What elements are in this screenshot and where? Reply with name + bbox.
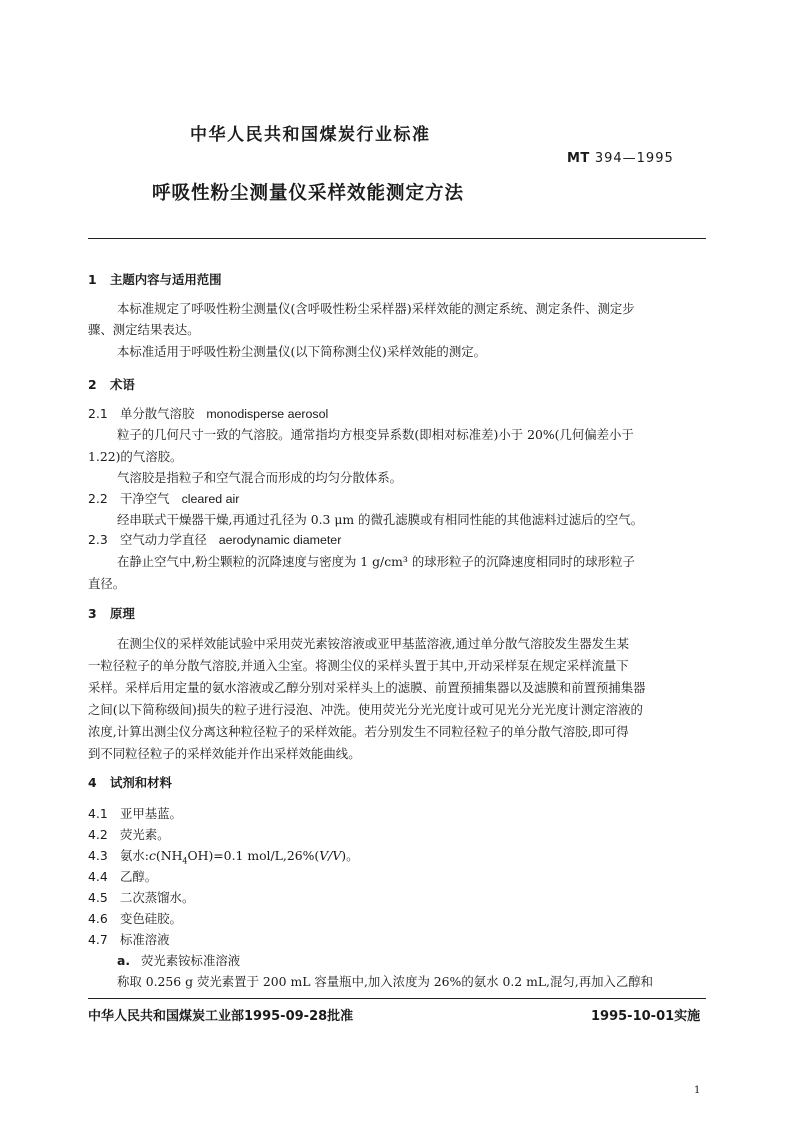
footer-divider xyxy=(88,998,706,999)
paragraph-line: 之间(以下简称级间)损失的粒子进行浸泡、冲洗。使用荧光分光光度计或可见光分光光度计测定溶液的 xyxy=(88,702,643,717)
sub-item-a xyxy=(117,953,240,969)
list-item xyxy=(88,806,182,822)
paragraph-line: 直径。 xyxy=(88,576,126,591)
item-text: 亚甲基蓝。 xyxy=(120,806,182,821)
paragraph-line: 本标准规定了呼吸性粉尘测量仪(含呼吸性粉尘采样器)采样效能的测定系统、测定条件、测定步 xyxy=(117,301,635,316)
section-heading-2 xyxy=(88,377,135,393)
list-item xyxy=(88,932,170,948)
standard-code-number: 394—1995 xyxy=(594,151,674,166)
item-text: 标准溶液 xyxy=(120,932,170,947)
section-title: 术语 xyxy=(110,377,135,392)
section-number: 1 xyxy=(88,272,97,287)
list-item xyxy=(88,911,182,927)
implementation-date: 1995-10-01实施 xyxy=(591,1009,701,1024)
sub-item-title: 荧光素铵标准溶液 xyxy=(141,953,241,968)
term-number: 2.3 xyxy=(88,532,108,547)
item-text: 乙醇。 xyxy=(120,869,158,884)
item-number: 4.6 xyxy=(88,911,108,926)
approval-line: 中华人民共和国煤炭工业部1995-09-28批准 xyxy=(88,1009,354,1024)
item-number: 4.2 xyxy=(88,827,108,842)
section-number: 2 xyxy=(88,377,97,392)
term-chinese: 空气动力学直径 xyxy=(120,532,207,547)
standard-code xyxy=(567,151,674,166)
paragraph-line: 1.22)的气溶胶。 xyxy=(88,449,183,464)
item-number: 4.1 xyxy=(88,806,108,821)
term-chinese: 单分散气溶胶 xyxy=(120,406,195,421)
section-title: 试剂和材料 xyxy=(110,775,172,790)
term-chinese: 干净空气 xyxy=(120,491,170,506)
term-heading-2-1 xyxy=(88,406,328,422)
standard-category: 中华人民共和国煤炭行业标准 xyxy=(190,125,431,145)
item-text: 氨水$:c(NH_4OH)=0.1$ mol/L,26%(V/V)。 xyxy=(120,848,359,866)
list-item xyxy=(88,869,157,885)
section-heading-4 xyxy=(88,775,172,791)
paragraph-line: 经串联式干燥器干燥,再通过孔径为 0.3 μm 的微孔滤膜或有相同性能的其他滤料过滤后的空气。 xyxy=(117,512,644,527)
list-item xyxy=(88,890,194,906)
page-number: 1 xyxy=(694,1085,701,1096)
term-number: 2.1 xyxy=(88,406,108,421)
item-number: 4.3 xyxy=(88,848,108,863)
sub-item-label: a. xyxy=(117,953,131,968)
standard-code-prefix: MT xyxy=(567,151,590,166)
item-text: 荧光素。 xyxy=(120,827,170,842)
paragraph-line: 到不同粒径粒子的采样效能并作出采样效能曲线。 xyxy=(88,746,361,761)
list-item xyxy=(88,848,359,869)
section-number: 4 xyxy=(88,775,97,790)
section-heading-1 xyxy=(88,272,222,288)
item-number: 4.5 xyxy=(88,890,108,905)
term-heading-2-3 xyxy=(88,532,341,548)
header-divider xyxy=(88,238,706,239)
item-text: 变色硅胶。 xyxy=(120,911,182,926)
paragraph-line: 称取 0.256 g 荧光素置于 200 mL 容量瓶中,加入浓度为 26%的氨水 0.2 mL,混匀,再加入乙醇和 xyxy=(117,974,654,989)
paragraph-line: 骤、测定结果表达。 xyxy=(88,322,200,337)
paragraph-line: 采样。采样后用定量的氨水溶液或乙醇分别对采样头上的滤膜、前置预捕集器以及滤膜和前置预捕集器 xyxy=(88,680,646,695)
item-number: 4.7 xyxy=(88,932,108,947)
section-title: 主题内容与适用范围 xyxy=(110,272,222,287)
document-title: 呼吸性粉尘测量仪采样效能测定方法 xyxy=(152,183,465,204)
section-number: 3 xyxy=(88,606,97,621)
item-text: 二次蒸馏水。 xyxy=(120,890,195,905)
paragraph-line: 粒子的几何尺寸一致的气溶胶。通常指均方根变异系数(即相对标准差)小于 20%(几何偏差小于 xyxy=(117,427,634,442)
paragraph-line: 浓度,计算出测尘仪分离这种粒径粒子的采样效能。若分别发生不同粒径粒子的单分散气溶胶,即可得 xyxy=(88,724,629,739)
list-item xyxy=(88,827,170,843)
item-number: 4.4 xyxy=(88,869,108,884)
term-english: aerodynamic diameter xyxy=(218,533,342,547)
paragraph-line: 气溶胶是指粒子和空气混合而形成的均匀分散体系。 xyxy=(117,470,402,485)
section-heading-3 xyxy=(88,606,135,622)
term-english: monodisperse aerosol xyxy=(206,407,329,421)
paragraph-line: 在静止空气中,粉尘颗粒的沉降速度与密度为 1 g/cm³ 的球形粒子的沉降速度相同时的球形粒子 xyxy=(117,554,635,569)
paragraph-line: 本标准适用于呼吸性粉尘测量仪(以下简称测尘仪)采样效能的测定。 xyxy=(117,344,486,359)
term-number: 2.2 xyxy=(88,491,108,506)
term-english: cleared air xyxy=(181,492,240,506)
paragraph-line: 一粒径粒子的单分散气溶胶,并通入尘室。将测尘仪的采样头置于其中,开动采样泵在规定采样流量下 xyxy=(88,658,629,673)
term-heading-2-2 xyxy=(88,491,239,507)
paragraph-line: 在测尘仪的采样效能试验中采用荧光素铵溶液或亚甲基蓝溶液,通过单分散气溶胶发生器发生某 xyxy=(117,636,629,651)
section-title: 原理 xyxy=(110,606,135,621)
